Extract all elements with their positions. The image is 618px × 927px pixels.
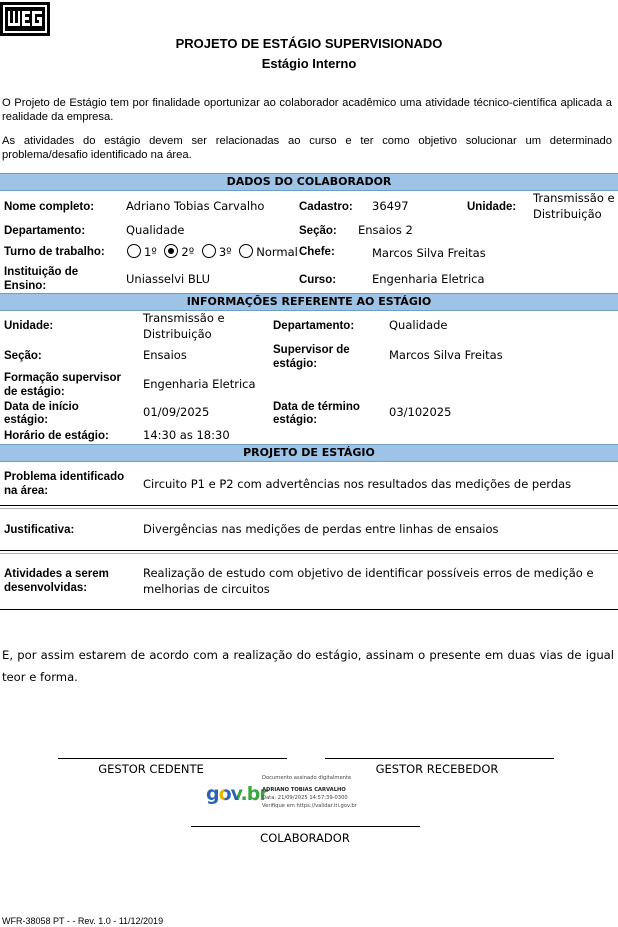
divider (0, 550, 618, 551)
signature-line-recebedor (325, 758, 554, 759)
unidade-value-line1: Transmissão e (533, 191, 615, 205)
weg-logo (0, 2, 50, 36)
estagio-secao-label: Seção: (4, 350, 42, 362)
turno-radio-normal[interactable] (239, 244, 253, 258)
intro-paragraph-1: O Projeto de Estágio tem por finalidade oportunizar ao colaborador acadêmico uma atividade técnico-científica aplicada a realidade da empresa. (2, 97, 612, 123)
termino-label-line2: estágio: (273, 414, 318, 426)
estagio-secao-value: Ensaios (143, 348, 187, 362)
stamp-signer-name: ADRIANO TOBIAS CARVALHO (262, 787, 346, 793)
turno-radio-1[interactable] (127, 244, 141, 258)
document-title: PROJETO DE ESTÁGIO SUPERVISIONADO (175, 36, 443, 51)
formacao-label-line1: Formação supervisor (4, 372, 121, 384)
turno-radio-2[interactable] (164, 244, 178, 258)
section-title-projeto: PROJETO DE ESTÁGIO (0, 444, 618, 462)
secao-value: Ensaios 2 (358, 223, 413, 237)
closing-paragraph: E, por assim estarem de acordo com a realização do estágio, assinam o presente em duas vias de igual teor e forma. (2, 648, 614, 684)
cadastro-label: Cadastro: (299, 201, 353, 213)
govbr-logo (206, 783, 268, 811)
estagio-departamento-value: Qualidade (389, 318, 448, 332)
document-subtitle: Estágio Interno (261, 56, 357, 71)
nome-value: Adriano Tobias Carvalho (126, 199, 265, 213)
estagio-unidade-label: Unidade: (4, 320, 54, 332)
formacao-label-line2: de estágio: (4, 386, 65, 398)
stamp-verify-url: Verifique em https://validar.iti.gov.br (262, 803, 357, 809)
signature-line-cedente (58, 758, 287, 759)
justificativa-label: Justificativa: (4, 524, 75, 536)
signature-line-colaborador (191, 826, 420, 827)
atividades-value-line2: melhorias de circuitos (143, 582, 270, 596)
supervisor-value: Marcos Silva Freitas (389, 348, 503, 362)
divider (0, 609, 618, 610)
inicio-value: 01/09/2025 (143, 405, 210, 419)
instituicao-label-line2: Ensino: (4, 280, 47, 292)
problema-value: Circuito P1 e P2 com advertências nos resultados das medições de perdas (143, 477, 572, 491)
chefe-value: Marcos Silva Freitas (372, 246, 486, 260)
turno-label: Turno de trabalho: (4, 246, 105, 258)
inicio-label-line1: Data de início (4, 401, 79, 413)
govbr-logo-text: gov.br (206, 783, 268, 805)
instituicao-value: Uniasselvi BLU (126, 272, 210, 286)
problema-label-line1: Problema identificado (4, 471, 125, 483)
estagio-unidade-value-line1: Transmissão e (143, 311, 225, 325)
supervisor-label-line2: estágio: (273, 358, 318, 370)
estagio-departamento-label: Departamento: (273, 320, 355, 332)
stamp-date: Data: 21/09/2025 14:57:39-0300 (262, 795, 348, 801)
form-code-footer: WFR-38058 PT - - Rev. 1.0 - 11/12/2019 (2, 916, 164, 926)
curso-label: Curso: (299, 274, 337, 286)
supervisor-label-line1: Supervisor de (273, 344, 350, 356)
secao-label: Seção: (299, 225, 337, 237)
intro-paragraph-2: As atividades do estágio devem ser relacionadas ao curso e ter como objetivo solucionar um determinado problema/desafio identificado na área. (2, 135, 612, 161)
justificativa-value: Divergências nas medições de perdas entre linhas de ensaios (143, 522, 499, 536)
curso-value: Engenharia Eletrica (372, 272, 485, 286)
problema-label-line2: na área: (4, 485, 49, 497)
turno-options (127, 244, 298, 260)
horario-label: Horário de estágio: (4, 430, 109, 442)
departamento-label: Departamento: (4, 225, 86, 237)
termino-value: 03/102025 (389, 405, 452, 419)
section-title-colaborador: DADOS DO COLABORADOR (0, 173, 618, 191)
divider (0, 508, 618, 509)
instituicao-label-line1: Instituição de (4, 266, 79, 278)
turno-option-1: 1º (144, 245, 157, 259)
section-title-informacoes: INFORMAÇÕES REFERENTE AO ESTÁGIO (0, 293, 618, 311)
signature-label-colaborador: COLABORADOR (260, 831, 350, 845)
atividades-label-line2: desenvolvidas: (4, 582, 88, 594)
atividades-value-line1: Realização de estudo com objetivo de identificar possíveis erros de medição e (143, 566, 594, 580)
turno-radio-3[interactable] (202, 244, 216, 258)
termino-label-line1: Data de término (273, 401, 360, 413)
divider (0, 553, 618, 554)
turno-option-3: 3º (218, 245, 232, 259)
turno-option-2: 2º (181, 245, 195, 259)
chefe-label: Chefe: (299, 246, 335, 258)
turno-option-normal: Normal (256, 245, 298, 259)
unidade-label: Unidade: (467, 201, 517, 213)
unidade-value-line2: Distribuição (533, 207, 602, 221)
formacao-value: Engenharia Eletrica (143, 377, 256, 391)
divider (0, 505, 618, 506)
stamp-caption: Documento assinado digitalmente (262, 775, 352, 781)
signature-label-recebedor: GESTOR RECEBEDOR (375, 762, 499, 776)
cadastro-value: 36497 (372, 199, 409, 213)
signature-label-cedente: GESTOR CEDENTE (98, 762, 204, 776)
atividades-label-line1: Atividades a serem (4, 568, 109, 580)
estagio-unidade-value-line2: Distribuição (143, 327, 212, 341)
horario-value: 14:30 as 18:30 (143, 428, 230, 442)
nome-label: Nome completo: (4, 201, 95, 213)
departamento-value: Qualidade (126, 223, 185, 237)
inicio-label-line2: estágio: (4, 414, 49, 426)
